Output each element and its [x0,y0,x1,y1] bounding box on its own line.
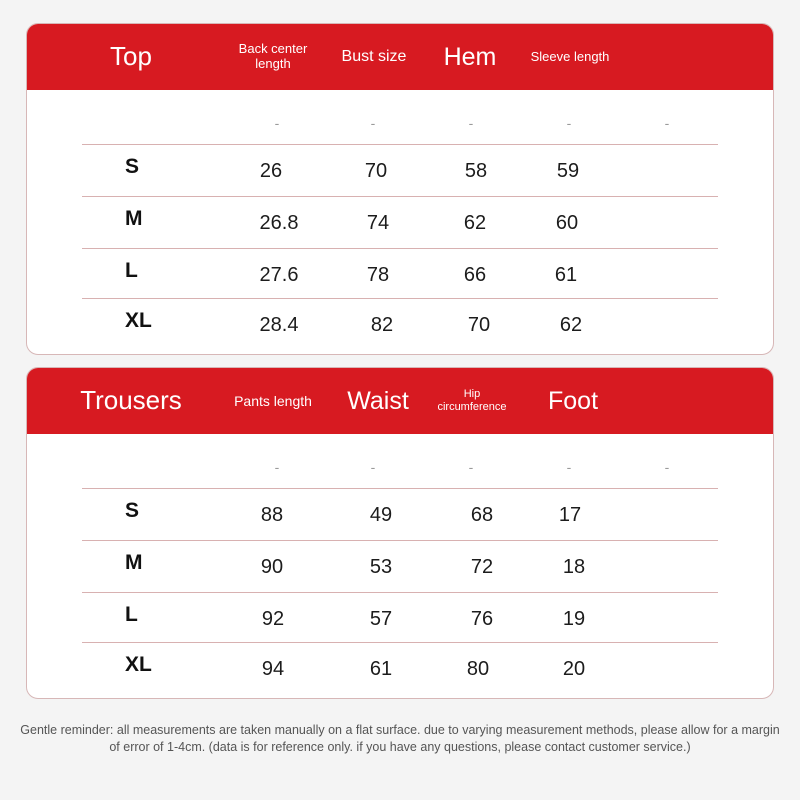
placeholder-dash: - [468,459,474,475]
pants-length-value: 90 [260,555,284,578]
header-pants-length: Pants length [234,392,312,409]
size-label: XL [125,309,152,332]
table-row [82,540,718,592]
hip-circumference-value: 80 [466,657,490,680]
placeholder-dash: - [664,115,670,131]
sleeve-length-value: 62 [559,313,583,336]
hip-circumference-value: 68 [470,503,494,526]
foot-value: 20 [562,657,586,680]
bust-size-value: 74 [366,211,390,234]
top-size-table [26,23,774,355]
size-label: S [125,155,140,178]
placeholder-dash: - [566,115,572,131]
foot-value: 17 [558,503,582,526]
size-label: L [125,603,138,626]
size-label: XL [125,653,152,676]
size-label: M [125,207,143,230]
header-bust-size: Bust size [341,47,407,65]
pants-length-value: 92 [261,607,285,630]
table-row [82,298,718,350]
table-row [82,592,718,644]
waist-value: 53 [369,555,393,578]
top-table-header [27,24,773,90]
placeholder-dash: - [468,115,474,131]
header-back-center-length: Back center length [238,41,308,71]
bust-size-value: 70 [364,159,388,182]
back-center-length-value: 28.4 [259,313,299,336]
hem-value: 58 [464,159,488,182]
trousers-size-table [26,367,774,699]
trousers-table-title: Trousers [80,385,182,416]
waist-value: 49 [369,503,393,526]
table-row [82,248,718,300]
bust-size-value: 78 [366,263,390,286]
header-waist: Waist [347,386,409,415]
waist-value: 57 [369,607,393,630]
size-label: S [125,499,140,522]
top-table-title: Top [110,41,152,72]
size-label: M [125,551,143,574]
sleeve-length-value: 61 [554,263,578,286]
header-foot: Foot [547,386,599,415]
header-sleeve-length: Sleeve length [530,48,610,64]
waist-value: 61 [369,657,393,680]
hip-circumference-value: 76 [470,607,494,630]
hem-value: 70 [467,313,491,336]
foot-value: 19 [562,607,586,630]
placeholder-dash: - [664,459,670,475]
back-center-length-value: 26 [259,159,283,182]
placeholder-dash: - [274,459,280,475]
sleeve-length-value: 60 [555,211,579,234]
hip-circumference-value: 72 [470,555,494,578]
pants-length-value: 88 [260,503,284,526]
back-center-length-value: 26.8 [259,211,299,234]
sleeve-length-value: 59 [556,159,580,182]
table-row [82,196,718,248]
table-row [82,488,718,540]
pants-length-value: 94 [261,657,285,680]
bust-size-value: 82 [370,313,394,336]
trousers-table-header [27,368,773,434]
hem-value: 66 [463,263,487,286]
table-row [82,642,718,694]
placeholder-dash: - [370,459,376,475]
placeholder-dash: - [566,459,572,475]
measurement-reminder: Gentle reminder: all measurements are taken manually on a flat surface. due to varying measurement methods, please allow for a margin of error of 1-4cm. (data is for reference only. if you have any questions, please contact customer service.) [20,723,780,754]
header-hem: Hem [443,42,497,71]
foot-value: 18 [562,555,586,578]
placeholder-dash: - [370,115,376,131]
table-row [82,144,718,196]
back-center-length-value: 27.6 [259,263,299,286]
size-label: L [125,259,138,282]
placeholder-dash: - [274,115,280,131]
hem-value: 62 [463,211,487,234]
header-hip-circumference: Hip circumference [437,388,507,413]
